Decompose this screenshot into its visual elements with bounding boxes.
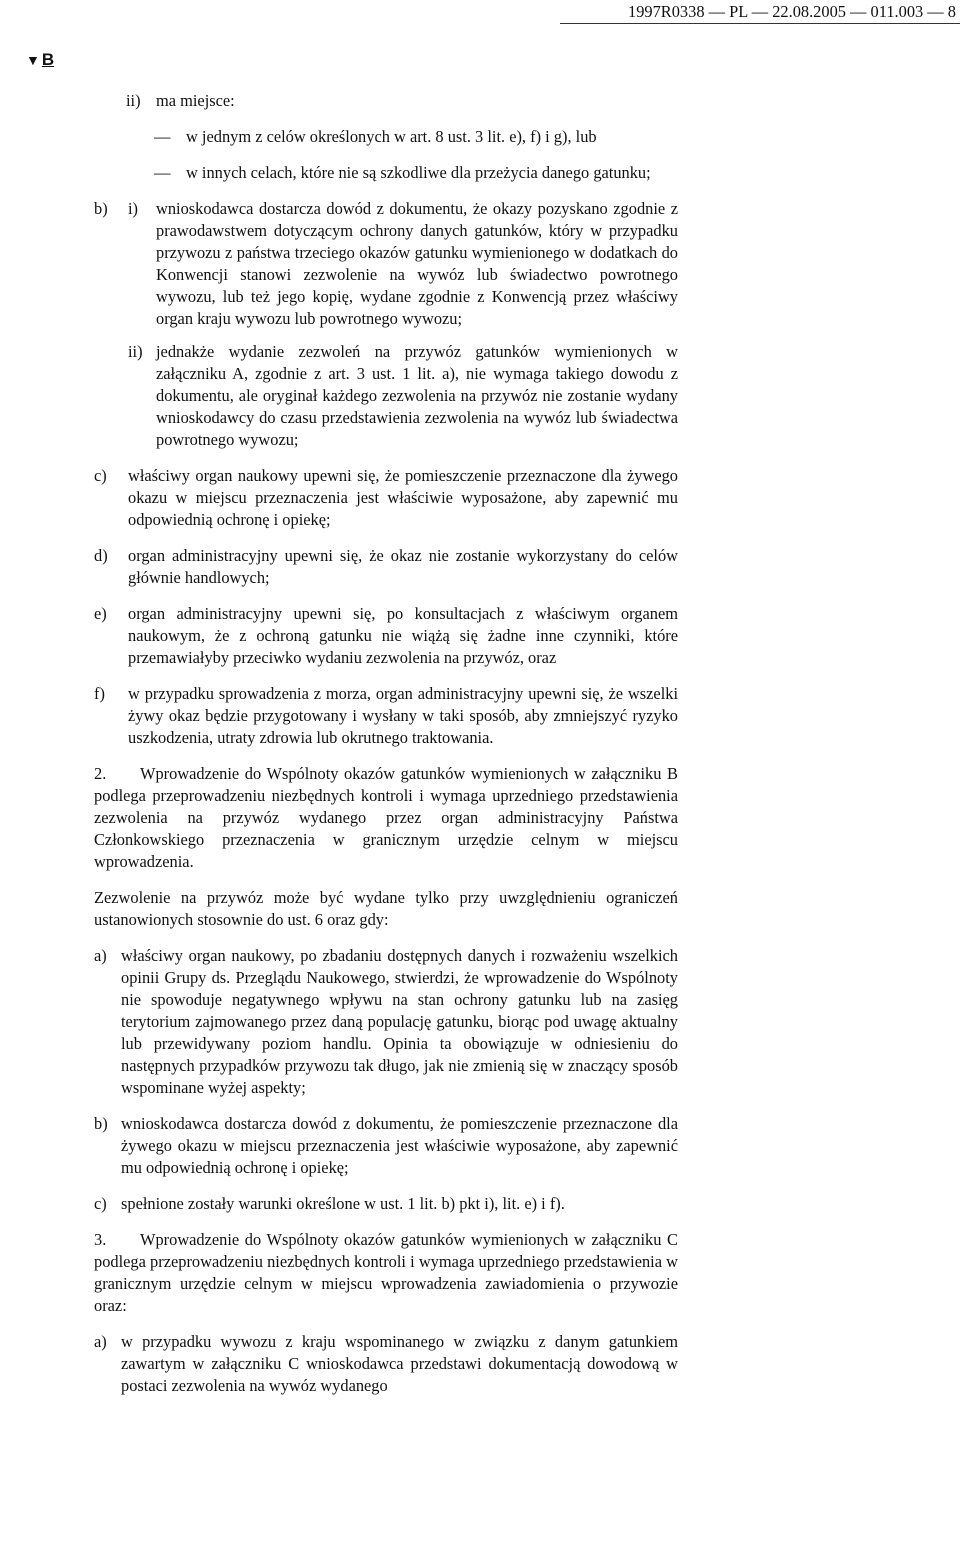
list-item-b: [94, 198, 678, 330]
item-label: b): [94, 1114, 108, 1133]
item-text: właściwy organ naukowy, po zbadaniu dostępnych danych i rozważeniu wszelkich opinii Grupy ds. Przeglądu Naukowego, stwierdzi, że wprowadzenie do Wspólnoty nie spowoduje negatywnego wpływu na stan ochrony gatunku lub na zasięg terytorium zajmowanego przez daną populację gatunku, biorąc pod uwagę aktualny lub przewidywany poziom handlu. Opinia ta obowiązuje w odniesieniu do następnych przypadków przywozu tak długo, jak nie zmienią się w znaczący sposób wspominane wyżej aspekty;: [121, 946, 678, 1097]
list-item-d: [94, 545, 678, 589]
dash-text: w jednym z celów określonych w art. 8 ust. 3 lit. e), f) i g), lub: [186, 127, 597, 146]
item-label: a): [94, 1332, 107, 1351]
subitem-label: ii): [128, 342, 143, 361]
list-item-2c: [94, 1193, 678, 1215]
triangle-down-icon: ▼: [26, 52, 40, 68]
dash-label: —: [154, 127, 171, 146]
list-item-b-ii-subitem: [128, 341, 678, 451]
header-rule: [560, 23, 960, 24]
list-item-2b: [94, 1113, 678, 1179]
item-label: c): [94, 1194, 107, 1213]
document-reference: 1997R0338 — PL — 22.08.2005 — 011.003 — 8: [628, 2, 956, 21]
paragraph-text: Wprowadzenie do Wspólnoty okazów gatunków wymienionych w załączniku C podlega przeprowadzeniu niezbędnych kontroli i wymaga uprzedniego przedstawienia w granicznym urzędzie celnym w miejscu wprowadzenia zawiadomienia o przywozie oraz:: [94, 1230, 678, 1315]
dash-item-1: [154, 126, 678, 148]
item-label: b): [94, 199, 108, 218]
paragraph-2-continuation: Zezwolenie na przywóz może być wydane tylko przy uwzględnieniu ograniczeń ustanowionych stosownie do ust. 6 oraz gdy:: [94, 888, 678, 929]
amendment-marker-label: B: [41, 50, 55, 69]
dash-text: w innych celach, które nie są szkodliwe dla przeżycia danego gatunku;: [186, 163, 651, 182]
item-text: w przypadku wywozu z kraju wspominanego w związku z danym gatunkiem zawartym w załączniku C wnioskodawca przedstawi dokumentacją dowodową w postaci zezwolenia na wywóz wydanego: [121, 1332, 678, 1395]
item-label: d): [94, 546, 108, 565]
item-text: w przypadku sprowadzenia z morza, organ administracyjny upewni się, że wszelki żywy okaz będzie przygotowany i wysłany w taki sposób, aby zmniejszyć ryzyko uszkodzenia, utraty zdrowia lub okrutnego traktowania.: [128, 684, 678, 747]
dash-item-2: [154, 162, 678, 184]
item-label: c): [94, 466, 107, 485]
paragraph-3: [94, 1229, 678, 1317]
subitem-label: i): [128, 199, 139, 218]
item-text: organ administracyjny upewni się, po konsultacjach z właściwym organem naukowym, że z ochroną gatunku nie wiążą się żadne inne czynniki, które przemawiałyby przeciwko wydaniu zezwolenia na przywóz, oraz: [128, 604, 678, 667]
list-item-3a: [94, 1331, 678, 1397]
paragraph-text: Wprowadzenie do Wspólnoty okazów gatunków wymienionych w załączniku B podlega przeprowadzeniu niezbędnych kontroli i wymaga uprzedniego przedstawienia zezwolenia na przywóz wydanego przez organ administracyjny Państwa Członkowskiego przeznaczenia w granicznym urzędzie celnym w miejscu wprowadzenia.: [94, 764, 678, 871]
paragraph-number: 2.: [94, 764, 107, 783]
document-body: [94, 90, 678, 1397]
item-text: wnioskodawca dostarcza dowód z dokumentu, że pomieszczenie przeznaczone dla żywego okazu w miejscu przeznaczenia jest właściwie wyposażone, aby zapewnić mu odpowiednią ochronę i opiekę;: [121, 1114, 678, 1177]
item-text: spełnione zostały warunki określone w ust. 1 lit. b) pkt i), lit. e) i f).: [121, 1194, 565, 1213]
item-text: jednakże wydanie zezwoleń na przywóz gatunków wymienionych w załączniku A, zgodnie z art. 3 ust. 1 lit. a), nie wymaga takiego dowodu z dokumentu, ale oryginał każdego zezwolenia na przywóz nie zostanie wydany wnioskodawcy do czasu przedstawienia zezwolenia na wywóz lub świadectwa powrotnego wywozu;: [156, 342, 678, 449]
amendment-marker: [26, 50, 54, 70]
item-label: f): [94, 684, 105, 703]
item-text: właściwy organ naukowy upewni się, że pomieszczenie przeznaczone dla żywego okazu w miejscu przeznaczenia jest właściwie wyposażone, aby zapewnić mu odpowiednią ochronę i opiekę;: [128, 466, 678, 529]
dash-label: —: [154, 163, 171, 182]
paragraph-2: [94, 763, 678, 873]
item-label: e): [94, 604, 107, 623]
list-item-f: [94, 683, 678, 749]
list-item-b-ii: [126, 90, 678, 112]
list-item-2a: [94, 945, 678, 1099]
list-item-e: [94, 603, 678, 669]
list-item-c: [94, 465, 678, 531]
item-text: ma miejsce:: [156, 91, 235, 110]
item-text: organ administracyjny upewni się, że okaz nie zostanie wykorzystany do celów głównie handlowych;: [128, 546, 678, 587]
item-text: wnioskodawca dostarcza dowód z dokumentu, że okazy pozyskano zgodnie z prawodawstwem dotyczącym ochrony danych gatunków, który w przypadku przywozu z państwa trzeciego okazów gatunku wymienionego w dodatkach do Konwencji stanowi zezwolenie na wywóz lub świadectwo powrotnego wywozu, lub też jego kopię, wydane zgodnie z Konwencją przez właściwy organ kraju wywozu lub powrotnego wywozu;: [156, 199, 678, 328]
paragraph-number: 3.: [94, 1230, 107, 1249]
item-label: ii): [126, 91, 141, 110]
item-label: a): [94, 946, 107, 965]
